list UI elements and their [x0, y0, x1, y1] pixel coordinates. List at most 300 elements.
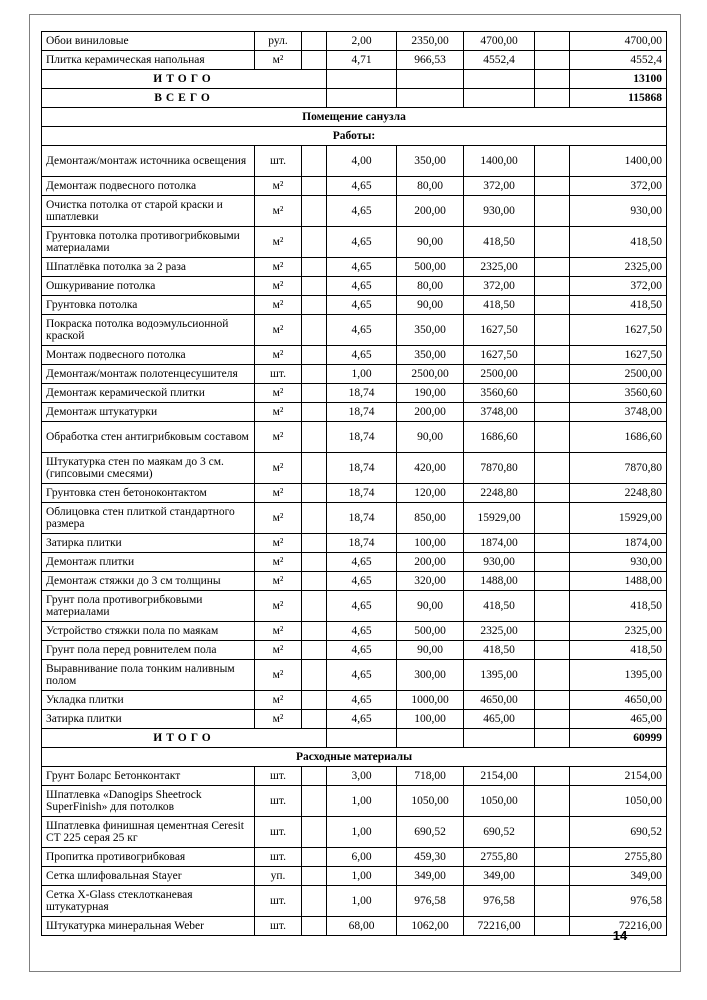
- empty-cell: [302, 277, 327, 296]
- section-row-works: [42, 127, 667, 146]
- sum-cell: 2325,00: [464, 258, 535, 277]
- unit-cell: шт.: [255, 817, 302, 848]
- table-row: [42, 277, 667, 296]
- sum-cell: 7870,80: [464, 453, 535, 484]
- empty-cell: [464, 70, 535, 89]
- empty-cell: [535, 848, 570, 867]
- unit-cell: шт.: [255, 786, 302, 817]
- empty-cell: [327, 729, 397, 748]
- sum-cell: 1627,50: [464, 315, 535, 346]
- total-cell: 1874,00: [570, 534, 667, 553]
- unit-cell: м²: [255, 572, 302, 591]
- empty-cell: [302, 917, 327, 936]
- total-cell: 690,52: [570, 817, 667, 848]
- quantity-cell: 4,65: [327, 553, 397, 572]
- table-row: [42, 258, 667, 277]
- price-cell: 976,58: [397, 886, 464, 917]
- quantity-cell: 4,65: [327, 177, 397, 196]
- empty-cell: [535, 553, 570, 572]
- quantity-cell: 18,74: [327, 534, 397, 553]
- total-cell: 2755,80: [570, 848, 667, 867]
- empty-cell: [535, 572, 570, 591]
- price-cell: 1050,00: [397, 786, 464, 817]
- sum-cell: 1627,50: [464, 346, 535, 365]
- quantity-cell: 4,65: [327, 258, 397, 277]
- vsego-row: [42, 89, 667, 108]
- total-cell: 418,50: [570, 591, 667, 622]
- empty-cell: [535, 591, 570, 622]
- item-name-cell: Грунт пола перед ровнителем пола: [42, 641, 255, 660]
- sum-cell: 372,00: [464, 277, 535, 296]
- table-row: [42, 315, 667, 346]
- empty-cell: [302, 196, 327, 227]
- item-name-cell: Плитка керамическая напольная: [42, 51, 255, 70]
- sum-cell: 2154,00: [464, 767, 535, 786]
- section-row-materials: [42, 748, 667, 767]
- empty-cell: [535, 534, 570, 553]
- price-cell: 2500,00: [397, 365, 464, 384]
- total-cell: 976,58: [570, 886, 667, 917]
- empty-cell: [302, 32, 327, 51]
- item-name-cell: Облицовка стен плиткой стандартного размера: [42, 503, 255, 534]
- quantity-cell: 4,65: [327, 196, 397, 227]
- empty-cell: [302, 641, 327, 660]
- item-name-cell: Затирка плитки: [42, 534, 255, 553]
- quantity-cell: 4,65: [327, 315, 397, 346]
- price-cell: 300,00: [397, 660, 464, 691]
- empty-cell: [302, 848, 327, 867]
- table-row: [42, 917, 667, 936]
- empty-cell: [535, 660, 570, 691]
- total-cell: 4650,00: [570, 691, 667, 710]
- section-title: Работы:: [42, 127, 667, 146]
- price-cell: 690,52: [397, 817, 464, 848]
- total-cell: 1488,00: [570, 572, 667, 591]
- unit-cell: м²: [255, 196, 302, 227]
- total-value: 60999: [570, 729, 667, 748]
- table-row: [42, 786, 667, 817]
- empty-cell: [302, 710, 327, 729]
- total-cell: 7870,80: [570, 453, 667, 484]
- sum-cell: 690,52: [464, 817, 535, 848]
- item-name-cell: Пропитка противогрибковая: [42, 848, 255, 867]
- sum-cell: 930,00: [464, 553, 535, 572]
- total-cell: 465,00: [570, 710, 667, 729]
- empty-cell: [302, 622, 327, 641]
- table-row: [42, 346, 667, 365]
- sum-cell: 1050,00: [464, 786, 535, 817]
- total-cell: 930,00: [570, 553, 667, 572]
- empty-cell: [302, 384, 327, 403]
- total-cell: 2154,00: [570, 767, 667, 786]
- price-cell: 100,00: [397, 710, 464, 729]
- empty-cell: [535, 729, 570, 748]
- empty-cell: [302, 886, 327, 917]
- price-cell: 349,00: [397, 867, 464, 886]
- empty-cell: [302, 453, 327, 484]
- table-row: [42, 177, 667, 196]
- total-cell: 1686,60: [570, 422, 667, 453]
- item-name-cell: Демонтаж/монтаж источника освещения: [42, 146, 255, 177]
- table-row: [42, 51, 667, 70]
- price-cell: 120,00: [397, 484, 464, 503]
- total-cell: 3748,00: [570, 403, 667, 422]
- unit-cell: м²: [255, 177, 302, 196]
- unit-cell: м²: [255, 553, 302, 572]
- table-row: [42, 622, 667, 641]
- unit-cell: м²: [255, 534, 302, 553]
- item-name-cell: Грунтовка стен бетоноконтактом: [42, 484, 255, 503]
- empty-cell: [535, 641, 570, 660]
- quantity-cell: 68,00: [327, 917, 397, 936]
- unit-cell: м²: [255, 277, 302, 296]
- item-name-cell: Очистка потолка от старой краски и шпатлевки: [42, 196, 255, 227]
- sum-cell: 3560,60: [464, 384, 535, 403]
- price-cell: 350,00: [397, 346, 464, 365]
- quantity-cell: 4,00: [327, 146, 397, 177]
- empty-cell: [535, 196, 570, 227]
- empty-cell: [302, 51, 327, 70]
- item-name-cell: Штукатурка стен по маякам до 3 см.(гипсовыми смесями): [42, 453, 255, 484]
- empty-cell: [535, 89, 570, 108]
- item-name-cell: Сетка X-Glass стеклотканевая штукатурная: [42, 886, 255, 917]
- price-cell: 320,00: [397, 572, 464, 591]
- quantity-cell: 4,71: [327, 51, 397, 70]
- table-row: [42, 591, 667, 622]
- table-row: [42, 817, 667, 848]
- price-cell: 90,00: [397, 591, 464, 622]
- price-cell: 80,00: [397, 277, 464, 296]
- total-cell: 1400,00: [570, 146, 667, 177]
- empty-cell: [535, 710, 570, 729]
- sum-cell: 2248,80: [464, 484, 535, 503]
- item-name-cell: Укладка плитки: [42, 691, 255, 710]
- table-row: [42, 867, 667, 886]
- estimate-table: [41, 31, 667, 936]
- sum-cell: 2500,00: [464, 365, 535, 384]
- unit-cell: м²: [255, 346, 302, 365]
- price-cell: 90,00: [397, 422, 464, 453]
- sum-cell: 418,50: [464, 227, 535, 258]
- total-cell: 372,00: [570, 277, 667, 296]
- quantity-cell: 4,65: [327, 691, 397, 710]
- unit-cell: м²: [255, 51, 302, 70]
- table-row: [42, 660, 667, 691]
- empty-cell: [535, 403, 570, 422]
- quantity-cell: 18,74: [327, 484, 397, 503]
- empty-cell: [327, 70, 397, 89]
- unit-cell: м²: [255, 227, 302, 258]
- price-cell: 90,00: [397, 227, 464, 258]
- quantity-cell: 6,00: [327, 848, 397, 867]
- table-row: [42, 422, 667, 453]
- quantity-cell: 4,65: [327, 622, 397, 641]
- total-cell: 15929,00: [570, 503, 667, 534]
- unit-cell: м²: [255, 622, 302, 641]
- sum-cell: 2325,00: [464, 622, 535, 641]
- item-name-cell: Шпатлевка «Danogips Sheetrock SuperFinish» для потолков: [42, 786, 255, 817]
- price-cell: 459,30: [397, 848, 464, 867]
- empty-cell: [302, 817, 327, 848]
- table-row: [42, 572, 667, 591]
- empty-cell: [535, 786, 570, 817]
- price-cell: 200,00: [397, 553, 464, 572]
- empty-cell: [464, 729, 535, 748]
- unit-cell: м²: [255, 384, 302, 403]
- empty-cell: [535, 484, 570, 503]
- quantity-cell: 18,74: [327, 503, 397, 534]
- table-row: [42, 32, 667, 51]
- item-name-cell: Грунтовка потолка противогрибковыми материалами: [42, 227, 255, 258]
- sum-cell: 4650,00: [464, 691, 535, 710]
- quantity-cell: 4,65: [327, 660, 397, 691]
- empty-cell: [535, 817, 570, 848]
- unit-cell: уп.: [255, 867, 302, 886]
- total-cell: 1050,00: [570, 786, 667, 817]
- page-number: 14: [612, 928, 628, 943]
- item-name-cell: Монтаж подвесного потолка: [42, 346, 255, 365]
- total-cell: 4700,00: [570, 32, 667, 51]
- empty-cell: [302, 177, 327, 196]
- unit-cell: м²: [255, 591, 302, 622]
- price-cell: 500,00: [397, 258, 464, 277]
- empty-cell: [535, 258, 570, 277]
- price-cell: 420,00: [397, 453, 464, 484]
- empty-cell: [302, 691, 327, 710]
- empty-cell: [535, 177, 570, 196]
- empty-cell: [302, 503, 327, 534]
- section-row-bathroom: [42, 108, 667, 127]
- sum-cell: 1395,00: [464, 660, 535, 691]
- empty-cell: [535, 146, 570, 177]
- quantity-cell: 4,65: [327, 591, 397, 622]
- table-row: [42, 534, 667, 553]
- empty-cell: [397, 70, 464, 89]
- unit-cell: рул.: [255, 32, 302, 51]
- empty-cell: [464, 89, 535, 108]
- price-cell: 350,00: [397, 315, 464, 346]
- unit-cell: м²: [255, 422, 302, 453]
- table-row: [42, 691, 667, 710]
- empty-cell: [302, 296, 327, 315]
- empty-cell: [302, 403, 327, 422]
- empty-cell: [535, 503, 570, 534]
- total-cell: 3560,60: [570, 384, 667, 403]
- total-cell: 418,50: [570, 641, 667, 660]
- sum-cell: 465,00: [464, 710, 535, 729]
- total-cell: 418,50: [570, 227, 667, 258]
- table-row: [42, 365, 667, 384]
- sum-cell: 72216,00: [464, 917, 535, 936]
- empty-cell: [302, 315, 327, 346]
- empty-cell: [397, 89, 464, 108]
- empty-cell: [535, 767, 570, 786]
- unit-cell: м²: [255, 484, 302, 503]
- table-row: [42, 710, 667, 729]
- table-row: [42, 484, 667, 503]
- empty-cell: [302, 553, 327, 572]
- empty-cell: [535, 867, 570, 886]
- estimate-table-body: [42, 32, 667, 936]
- total-cell: 2500,00: [570, 365, 667, 384]
- table-row: [42, 296, 667, 315]
- total-label: ИТОГО: [42, 70, 327, 89]
- table-row: [42, 384, 667, 403]
- item-name-cell: Сетка шлифовальная Stayer: [42, 867, 255, 886]
- empty-cell: [302, 867, 327, 886]
- price-cell: 200,00: [397, 403, 464, 422]
- unit-cell: м²: [255, 403, 302, 422]
- item-name-cell: Демонтаж штукатурки: [42, 403, 255, 422]
- unit-cell: м²: [255, 453, 302, 484]
- empty-cell: [535, 384, 570, 403]
- unit-cell: шт.: [255, 767, 302, 786]
- item-name-cell: Демонтаж керамической плитки: [42, 384, 255, 403]
- empty-cell: [302, 534, 327, 553]
- total-cell: 1627,50: [570, 346, 667, 365]
- total-cell: 72216,00: [570, 917, 667, 936]
- unit-cell: м²: [255, 258, 302, 277]
- item-name-cell: Демонтаж подвесного потолка: [42, 177, 255, 196]
- total-label: ИТОГО: [42, 729, 327, 748]
- total-value: 13100: [570, 70, 667, 89]
- price-cell: 190,00: [397, 384, 464, 403]
- price-cell: 350,00: [397, 146, 464, 177]
- empty-cell: [535, 346, 570, 365]
- total-cell: 1627,50: [570, 315, 667, 346]
- empty-cell: [535, 32, 570, 51]
- unit-cell: шт.: [255, 146, 302, 177]
- sum-cell: 418,50: [464, 641, 535, 660]
- item-name-cell: Демонтаж стяжки до 3 см толщины: [42, 572, 255, 591]
- item-name-cell: Выравнивание пола тонким наливным полом: [42, 660, 255, 691]
- item-name-cell: Шпатлевка финишная цементная Ceresit CT 225 серая 25 кг: [42, 817, 255, 848]
- sum-cell: 1686,60: [464, 422, 535, 453]
- sum-cell: 418,50: [464, 296, 535, 315]
- table-row: [42, 453, 667, 484]
- price-cell: 1062,00: [397, 917, 464, 936]
- table-row: [42, 767, 667, 786]
- unit-cell: м²: [255, 503, 302, 534]
- price-cell: 500,00: [397, 622, 464, 641]
- quantity-cell: 18,74: [327, 384, 397, 403]
- table-row: [42, 848, 667, 867]
- total-cell: 349,00: [570, 867, 667, 886]
- table-row: [42, 196, 667, 227]
- empty-cell: [302, 146, 327, 177]
- empty-cell: [397, 729, 464, 748]
- quantity-cell: 4,65: [327, 296, 397, 315]
- sum-cell: 418,50: [464, 591, 535, 622]
- unit-cell: шт.: [255, 917, 302, 936]
- item-name-cell: Обои виниловые: [42, 32, 255, 51]
- unit-cell: шт.: [255, 848, 302, 867]
- unit-cell: м²: [255, 691, 302, 710]
- quantity-cell: 4,65: [327, 641, 397, 660]
- sum-cell: 1874,00: [464, 534, 535, 553]
- sum-cell: 1400,00: [464, 146, 535, 177]
- unit-cell: шт.: [255, 365, 302, 384]
- total-cell: 1395,00: [570, 660, 667, 691]
- sum-cell: 1488,00: [464, 572, 535, 591]
- empty-cell: [302, 572, 327, 591]
- empty-cell: [535, 51, 570, 70]
- sum-cell: 349,00: [464, 867, 535, 886]
- item-name-cell: Демонтаж плитки: [42, 553, 255, 572]
- empty-cell: [302, 767, 327, 786]
- item-name-cell: Штукатурка минеральная Weber: [42, 917, 255, 936]
- itogo-row: [42, 729, 667, 748]
- empty-cell: [535, 886, 570, 917]
- sum-cell: 976,58: [464, 886, 535, 917]
- empty-cell: [302, 660, 327, 691]
- table-row: [42, 553, 667, 572]
- quantity-cell: 2,00: [327, 32, 397, 51]
- price-cell: 90,00: [397, 296, 464, 315]
- table-row: [42, 403, 667, 422]
- table-row: [42, 886, 667, 917]
- price-cell: 80,00: [397, 177, 464, 196]
- section-title: Помещение санузла: [42, 108, 667, 127]
- item-name-cell: Устройство стяжки пола по маякам: [42, 622, 255, 641]
- empty-cell: [302, 484, 327, 503]
- quantity-cell: 4,65: [327, 277, 397, 296]
- sum-cell: 4700,00: [464, 32, 535, 51]
- quantity-cell: 1,00: [327, 817, 397, 848]
- empty-cell: [327, 89, 397, 108]
- table-row: [42, 503, 667, 534]
- empty-cell: [535, 453, 570, 484]
- empty-cell: [302, 365, 327, 384]
- item-name-cell: Затирка плитки: [42, 710, 255, 729]
- total-cell: 418,50: [570, 296, 667, 315]
- quantity-cell: 1,00: [327, 786, 397, 817]
- empty-cell: [302, 786, 327, 817]
- price-cell: 850,00: [397, 503, 464, 534]
- item-name-cell: Грунт Боларс Бетонконтакт: [42, 767, 255, 786]
- unit-cell: м²: [255, 296, 302, 315]
- quantity-cell: 18,74: [327, 422, 397, 453]
- quantity-cell: 4,65: [327, 227, 397, 258]
- empty-cell: [535, 365, 570, 384]
- empty-cell: [302, 227, 327, 258]
- total-cell: 930,00: [570, 196, 667, 227]
- total-cell: 372,00: [570, 177, 667, 196]
- table-row: [42, 227, 667, 258]
- sum-cell: 15929,00: [464, 503, 535, 534]
- empty-cell: [302, 591, 327, 622]
- quantity-cell: 18,74: [327, 403, 397, 422]
- empty-cell: [535, 227, 570, 258]
- price-cell: 200,00: [397, 196, 464, 227]
- price-cell: 90,00: [397, 641, 464, 660]
- quantity-cell: 1,00: [327, 365, 397, 384]
- empty-cell: [535, 917, 570, 936]
- quantity-cell: 4,65: [327, 710, 397, 729]
- sum-cell: 2755,80: [464, 848, 535, 867]
- empty-cell: [535, 622, 570, 641]
- price-cell: 100,00: [397, 534, 464, 553]
- empty-cell: [302, 422, 327, 453]
- price-cell: 2350,00: [397, 32, 464, 51]
- total-cell: 2248,80: [570, 484, 667, 503]
- item-name-cell: Покраска потолка водоэмульсионной краской: [42, 315, 255, 346]
- price-cell: 1000,00: [397, 691, 464, 710]
- empty-cell: [535, 296, 570, 315]
- empty-cell: [535, 691, 570, 710]
- empty-cell: [302, 346, 327, 365]
- item-name-cell: Шпатлёвка потолка за 2 раза: [42, 258, 255, 277]
